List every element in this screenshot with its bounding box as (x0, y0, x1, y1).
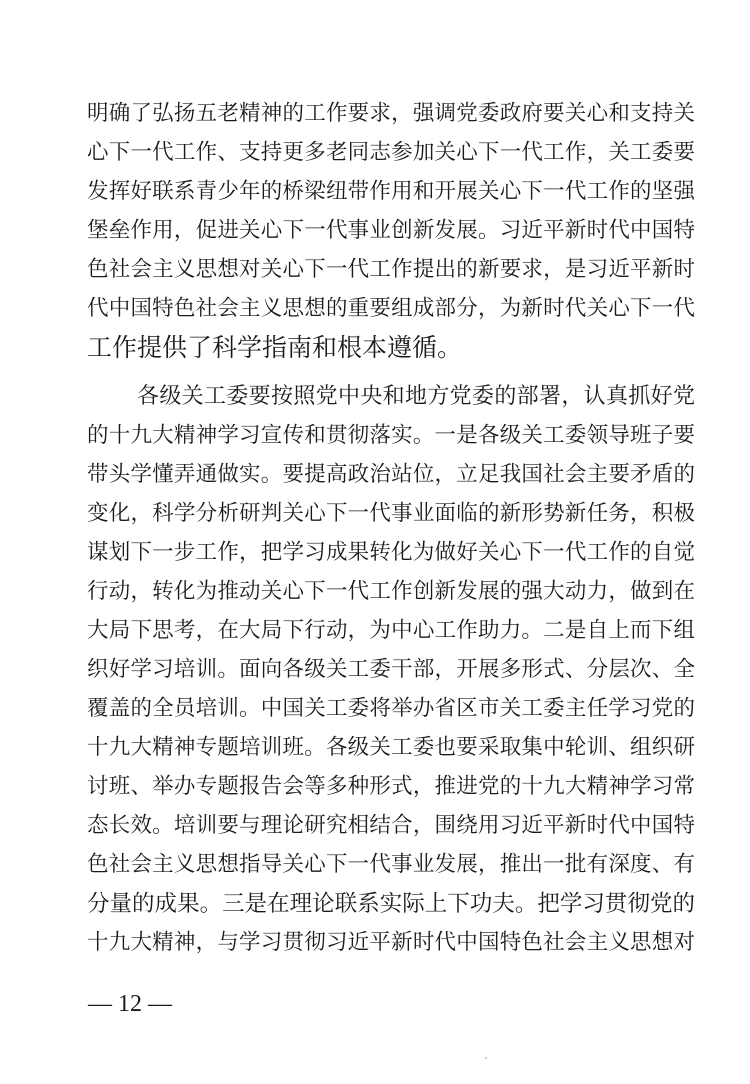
text-line: 变化，科学分析研判关心下一代事业面临的新形势新任务，积极 (87, 501, 695, 526)
text-line: 态长效。培训要与理论研究相结合，围绕用习近平新时代中国特 (87, 813, 695, 838)
text-line: 堡垒作用，促进关心下一代事业创新发展。习近平新时代中国特 (87, 218, 695, 243)
text-line: 十九大精神，与学习贯彻习近平新时代中国特色社会主义思想对 (87, 930, 695, 955)
page-number: — 12 — (88, 991, 172, 1017)
text-line: 发挥好联系青少年的桥梁纽带作用和开展关心下一代工作的坚强 (87, 179, 695, 204)
text-line: 心下一代工作、支持更多老同志参加关心下一代工作，关工委要 (87, 140, 695, 165)
text-line: 各级关工委要按照党中央和地方党委的部署，认真抓好党 (137, 384, 695, 409)
text-line: 带头学懂弄通做实。要提高政治站位，立足我国社会主要矛盾的 (87, 462, 695, 487)
text-line: 分量的成果。三是在理论联系实际上下功夫。把学习贯彻党的 (87, 891, 695, 917)
text-line: 代中国特色社会主义思想的重要组成部分，为新时代关心下一代 (87, 296, 695, 321)
text-line: 色社会主义思想指导关心下一代事业发展，推出一批有深度、有 (87, 852, 695, 877)
text-line: 谋划下一步工作，把学习成果转化为做好关心下一代工作的自觉 (87, 540, 695, 565)
text-line: 色社会主义思想对关心下一代工作提出的新要求，是习近平新时 (87, 257, 695, 282)
text-line: 覆盖的全员培训。中国关工委将举办省区市关工委主任学习党的 (87, 696, 695, 721)
text-line: 行动，转化为推动关心下一代工作创新发展的强大动力，做到在 (87, 579, 695, 604)
text-line: 工作提供了科学指南和根本遵循。 (87, 333, 463, 362)
scan-speck (485, 1057, 487, 1059)
text-line: 大局下思考，在大局下行动，为中心工作助力。二是自上而下组 (87, 618, 695, 643)
text-line: 的十九大精神学习宣传和贯彻落实。一是各级关工委领导班子要 (87, 423, 695, 448)
text-line: 明确了弘扬五老精神的工作要求，强调党委政府要关心和支持关 (87, 101, 695, 126)
text-line: 织好学习培训。面向各级关工委干部，开展多形式、分层次、全 (87, 657, 695, 682)
text-line: 讨班、举办专题报告会等多种形式，推进党的十九大精神学习常 (87, 774, 695, 799)
text-line: 十九大精神专题培训班。各级关工委也要采取集中轮训、组织研 (87, 735, 695, 760)
